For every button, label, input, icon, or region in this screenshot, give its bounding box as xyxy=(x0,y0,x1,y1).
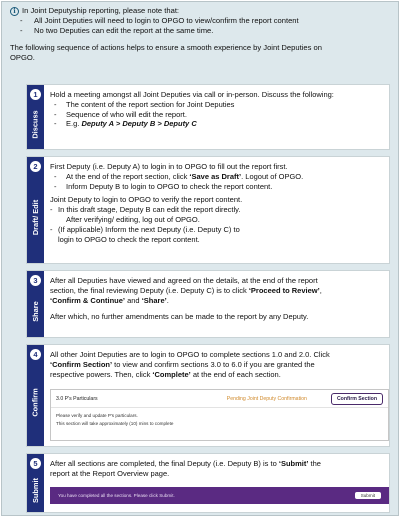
step-label: Discuss xyxy=(31,109,41,139)
list-item: After verifying/ editing, log out of OPGO. xyxy=(66,214,200,224)
confirm-section-screenshot: 3.0 P's Particulars Pending Joint Deputy Confirmation Confirm Section Please verify and update P's particulars. This section will take approximately (10) mins to complete xyxy=(50,389,389,441)
step-tab xyxy=(27,454,44,512)
list-item: - The content of the report section for Joint Deputies xyxy=(54,99,235,109)
confirm-section-button[interactable]: Confirm Section xyxy=(331,393,383,405)
pending-status: Pending Joint Deputy Confirmation xyxy=(226,395,307,402)
step-label: Confirm xyxy=(31,388,40,417)
submit-bar-screenshot xyxy=(50,487,389,504)
info-icon: i xyxy=(10,7,19,16)
step-draft-edit xyxy=(26,156,390,264)
submit-bar-text: You have completed all the sections. Please click Submit. xyxy=(58,493,175,498)
step-tab xyxy=(27,157,44,263)
intro-heading: In Joint Deputyship reporting, please note that: xyxy=(22,6,180,15)
step-number-badge: 2 xyxy=(30,161,41,172)
list-item: login to OPGO to check the report content. xyxy=(58,234,200,244)
step-confirm xyxy=(26,344,390,447)
list-item: - Sequence of who will edit the report. xyxy=(54,109,187,119)
step-discuss xyxy=(26,84,390,150)
list-item: - E.g. Deputy A > Deputy B > Deputy C xyxy=(54,119,197,129)
step-label: Share xyxy=(31,300,41,322)
step-number-badge: 1 xyxy=(30,89,41,100)
guide-panel xyxy=(1,1,399,516)
step-submit xyxy=(26,453,390,513)
step-content: First Deputy (i.e. Deputy A) to login in to OPGO to fill out the report first. - At the end of the report section, click ‘Save as Draft’. Logout of OPGO. - Inform Deputy B to login to OPGO to check the report content. Joint Deputy to login to OPGO to verify the report content. - In this draft stage, Deputy B can edit the report directly. After verifying/ editing, log out of OPGO. - (If applicable) Inform the next Deputy (i.e. Deputy C) to login to OPGO to check the report content. xyxy=(50,162,383,244)
step-content: After all Deputies have viewed and agreed on the details, at the end of the report section, the final reviewing Deputy (i.e. Deputy C) is to click ‘Proceed to Review’, ‘Confirm & Continue’ and ‘Share’. After which, no further amendments can be made to the report by any Deputy. xyxy=(50,276,322,322)
step-label: Draft/ Edit xyxy=(31,199,40,235)
step-number-badge: 4 xyxy=(30,349,41,360)
submit-button[interactable]: Submit xyxy=(355,492,381,499)
section-title: 3.0 P's Particulars xyxy=(56,395,98,402)
list-item: - No two Deputies can edit the report at the same time. xyxy=(20,26,214,35)
list-item: - At the end of the report section, click ‘Save as Draft’. Logout of OPGO. xyxy=(54,171,304,181)
step-tab xyxy=(27,85,44,149)
step-number-badge: 5 xyxy=(30,458,41,469)
step-content: All other Joint Deputies are to login to OPGO to complete sections 1.0 and 2.0. Click ‘Confirm Section’ to view and confirm sections 3.0 to 6.0 if you are granted the respective powers. Then, click ‘Complete’ at the end of each section. xyxy=(50,350,330,379)
list-item: - In this draft stage, Deputy B can edit the report directly. xyxy=(50,205,241,215)
list-item: - All Joint Deputies will need to login to OPGO to view/confirm the report content xyxy=(20,16,299,25)
step-content: After all sections are completed, the final Deputy (i.e. Deputy B) is to ‘Submit’ the report at the Report Overview page. xyxy=(50,459,321,478)
intro-list xyxy=(20,16,394,36)
step-label: Submit xyxy=(31,477,41,503)
list-item: - (If applicable) Inform the next Deputy (i.e. Deputy C) to xyxy=(50,224,240,234)
step-tab xyxy=(27,345,44,446)
sequence-text: The following sequence of actions helps to ensure a smooth experience by Joint Deputies on OPGO. xyxy=(10,43,322,62)
step-share xyxy=(26,270,390,338)
list-item: - Inform Deputy B to login to OPGO to check the report content. xyxy=(54,181,273,191)
intro-section xyxy=(10,6,394,63)
step-content: Hold a meeting amongst all Joint Deputies via call or in-person. Discuss the following: - The content of the report section for Joint Deputies - Sequence of who will edit the report. - E.g. Deputy A > Deputy B > Deputy C xyxy=(50,90,383,129)
step-number-badge: 3 xyxy=(30,275,41,286)
step-tab xyxy=(27,271,44,337)
